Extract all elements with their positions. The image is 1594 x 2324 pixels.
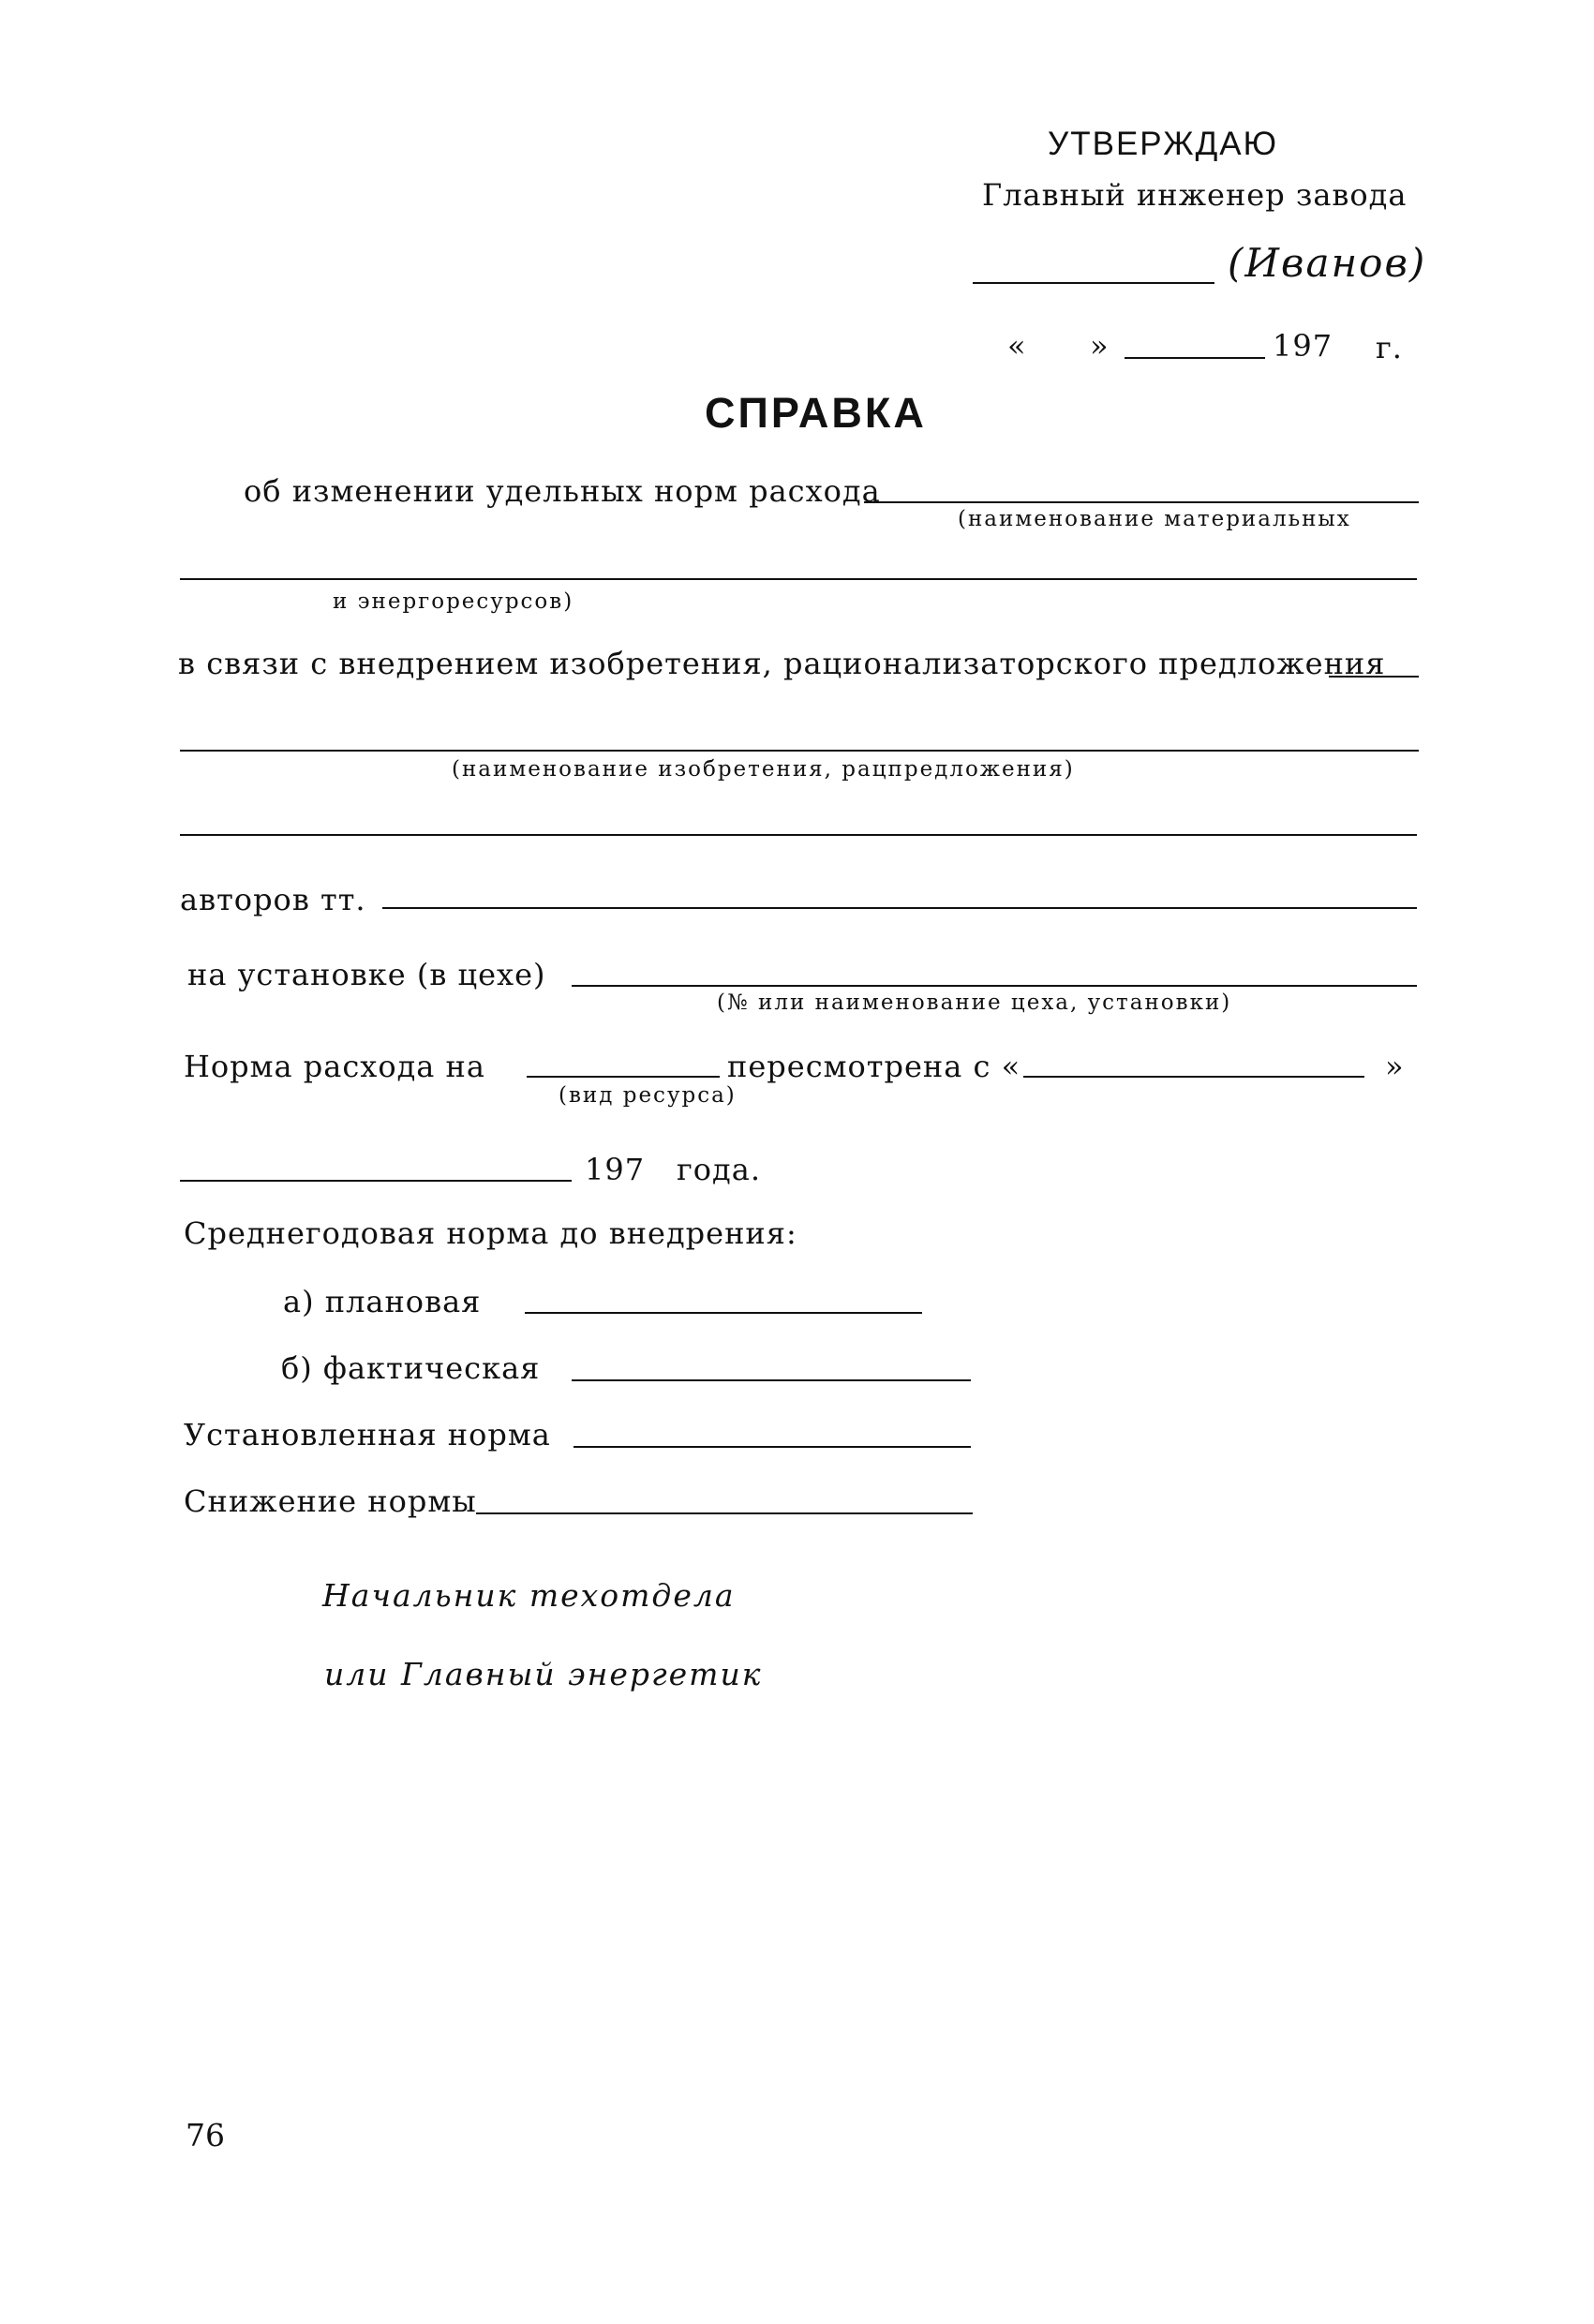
- actual-value-line[interactable]: [572, 1379, 971, 1381]
- approval-date-line[interactable]: [1125, 357, 1265, 359]
- approval-date-year-suffix: г.: [1376, 330, 1403, 365]
- revised-date-line-2[interactable]: [180, 1180, 572, 1182]
- norm-label: Норма расхода на: [184, 1049, 485, 1084]
- invention-label: в связи с внедрением изобретения, рационализаторского предложения: [178, 646, 1386, 681]
- invention-name-line[interactable]: [180, 750, 1419, 752]
- document-title: СПРАВКА: [705, 389, 927, 437]
- established-norm-label: Установленная норма: [184, 1417, 551, 1452]
- resources-name-line[interactable]: [864, 501, 1419, 503]
- approval-date-year: 197: [1273, 328, 1333, 364]
- resource-type-caption: (вид ресурса): [559, 1083, 737, 1108]
- planned-value-line[interactable]: [525, 1312, 922, 1314]
- approval-signature-line[interactable]: [973, 282, 1214, 284]
- authors-line[interactable]: [382, 907, 1417, 909]
- authors-label: авторов тт.: [180, 882, 366, 917]
- established-norm-line[interactable]: [574, 1446, 971, 1448]
- invention-caption: (наименование изобретения, рацпредложения): [452, 757, 1075, 782]
- unit-caption: (№ или наименование цеха, установки): [717, 991, 1232, 1015]
- signature-title-2: или Главный энергетик: [324, 1656, 763, 1692]
- approval-heading: УТВЕРЖДАЮ: [1048, 126, 1278, 162]
- page-number: 76: [186, 2117, 225, 2153]
- norm-reduction-label: Снижение нормы: [184, 1483, 477, 1519]
- norm-close-quote: »: [1385, 1049, 1405, 1084]
- unit-line[interactable]: [572, 985, 1417, 987]
- resources-caption-2: и энергоресурсов): [333, 589, 574, 614]
- resources-name-line-2[interactable]: [180, 578, 1417, 580]
- approval-date-close-quote: »: [1090, 328, 1110, 364]
- invention-name-line-2[interactable]: [180, 834, 1417, 836]
- resources-caption-1: (наименование материальных: [958, 507, 1351, 531]
- year-text: 197: [585, 1152, 646, 1187]
- avg-norm-label: Среднегодовая норма до внедрения:: [184, 1215, 797, 1251]
- invention-name-line-short[interactable]: [1329, 676, 1419, 678]
- norms-change-label: об изменении удельных норм расхода: [244, 473, 881, 509]
- unit-label: на установке (в цехе): [187, 957, 546, 992]
- resource-type-line[interactable]: [527, 1076, 720, 1078]
- revised-date-line[interactable]: [1023, 1076, 1364, 1078]
- norm-reduction-line[interactable]: [476, 1512, 973, 1514]
- actual-label: б) фактическая: [281, 1350, 541, 1386]
- approval-signatory: (Иванов): [1228, 240, 1427, 286]
- approval-date-open-quote: «: [1007, 328, 1027, 364]
- year-suffix: года.: [677, 1152, 761, 1187]
- planned-label: а) плановая: [283, 1284, 482, 1319]
- approval-position: Главный инженер завода: [982, 177, 1408, 213]
- norm-revised-label: пересмотрена с «: [727, 1049, 1021, 1084]
- signature-title-1: Начальник техотдела: [322, 1577, 736, 1614]
